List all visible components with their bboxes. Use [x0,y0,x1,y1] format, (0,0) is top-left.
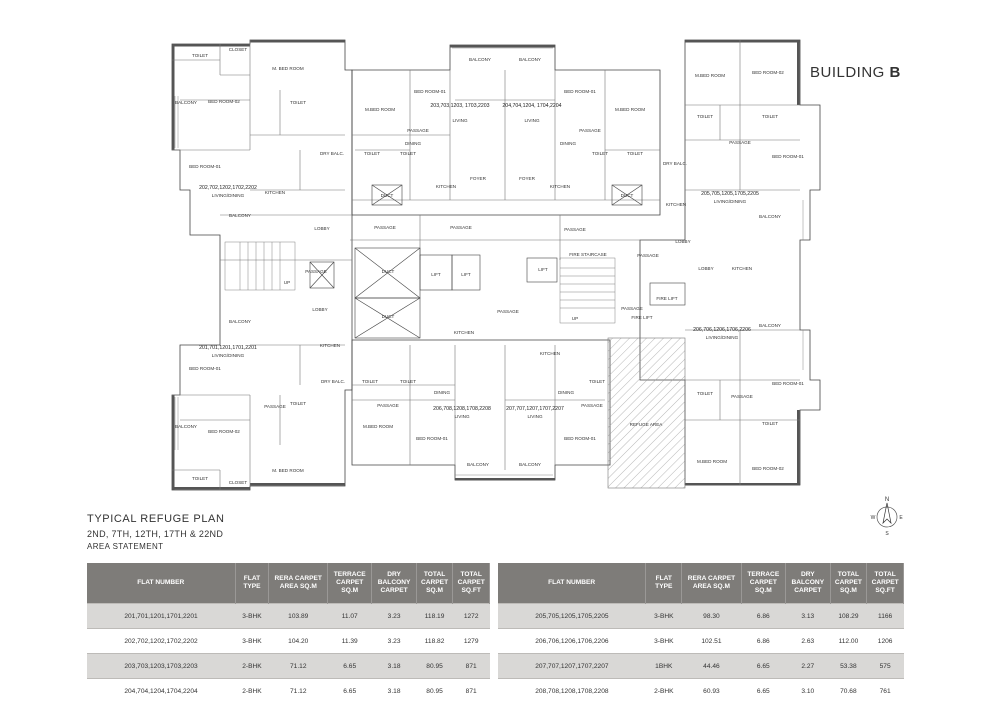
room-toilet: TOILET [362,379,378,384]
room-bed-room-01: BED ROOM-01 [416,436,448,441]
header-total-sqm: TOTAL CARPET SQ.M [830,563,867,604]
wall-segment [685,40,800,43]
cell-dry: 3.23 [372,604,416,629]
cell-flat: 205,705,1205,1705,2205 [498,604,646,629]
cell-total-sqft: 761 [867,679,904,704]
cell-terrace: 11.07 [328,604,372,629]
flat-label-208: 206,708,1208,1708,2208 [433,406,491,412]
cell-flat: 203,703,1203,1703,2203 [87,654,235,679]
room-passage: PASSAGE [621,306,643,311]
room-balcony: BALCONY [469,57,491,62]
building-title-prefix: BUILDING [810,64,885,81]
room-labels [175,47,804,485]
cell-flat: 202,702,1202,1702,2202 [87,629,235,654]
header-rera-carpet: RERA CARPET AREA SQ.M [682,563,741,604]
area-statement-label: AREA STATEMENT [87,542,164,551]
cell-total-sqft: 871 [453,679,490,704]
cell-flat: 206,706,1206,1706,2206 [498,629,646,654]
room-passage: PASSAGE [264,404,286,409]
cell-flat: 207,707,1207,1707,2207 [498,654,646,679]
cell-dry: 3.18 [372,679,416,704]
room-kitchen: KITCHEN [319,343,341,348]
room-m-bedroom: M.BED ROOM [694,73,726,78]
header-terrace-carpet: TERRACE CARPET SQ.M [328,563,372,604]
room-passage: PASSAGE [729,140,751,145]
room-dry-balc: DRY BALC. [319,151,345,156]
room-bed-room-02: BED ROOM-02 [208,99,240,104]
fire-stair-treads [560,268,615,308]
header-flat-number: FLAT NUMBER [498,563,646,604]
room-living: LIVING [454,414,470,419]
room-toilet: TOILET [192,476,208,481]
room-toilet: TOILET [697,114,713,119]
room-lift: LIFT [538,267,548,272]
cell-rera: 44.46 [682,654,741,679]
north-compass-icon [870,493,904,539]
cell-terrace: 6.86 [741,604,785,629]
room-balcony: BALCONY [759,323,781,328]
center-top-outline [352,45,660,215]
room-toilet: TOILET [627,151,643,156]
room-dry-balc: DRY BALC. [662,161,688,166]
room-passage: PASSAGE [407,128,429,133]
room-bed-room-01: BED ROOM-01 [189,164,221,169]
table-header-row [498,563,904,604]
room-toilet: TOILET [400,151,416,156]
cell-total-sqm: 80.95 [416,679,453,704]
cell-terrace: 6.86 [741,629,785,654]
building-title [810,64,901,81]
room-duct: DUCT [620,193,634,198]
flat-label-203: 203,703,1203, 1703,2203 [430,103,490,109]
room-toilet: TOILET [697,391,713,396]
room-bed-room-01: BED ROOM-01 [564,436,596,441]
room-balcony: BALCONY [175,424,197,429]
room-kitchen: KITCHEN [539,351,561,356]
room-m-bedroom: M.BED ROOM [696,459,728,464]
cell-type: 3-BHK [646,604,682,629]
room-passage: PASSAGE [497,309,519,314]
room-toilet: TOILET [290,100,306,105]
table-header-row [87,563,490,604]
area-statement-table-right [498,563,904,703]
room-fire-staircase: FIRE STAIRCASE [569,252,607,257]
room-living-dining: LIVING/DINING [211,353,245,358]
table-row [87,604,490,629]
left-wing-outline [172,40,352,490]
room-passage: PASSAGE [581,403,603,408]
cell-rera: 71.12 [269,679,328,704]
cell-flat: 204,704,1204,1704,2204 [87,679,235,704]
partition [685,40,800,485]
room-passage: PASSAGE [374,225,396,230]
header-total-sqm: TOTAL CARPET SQ.M [416,563,453,604]
compass-e: E [899,515,903,521]
wall-segment [797,40,800,105]
room-toilet: TOILET [192,53,208,58]
cell-total-sqft: 1206 [867,629,904,654]
cell-rera: 102.51 [682,629,741,654]
room-living-dining: LIVING/DINING [211,193,245,198]
header-flat-type: FLAT TYPE [235,563,269,604]
room-passage: PASSAGE [305,269,327,274]
cell-dry: 2.63 [786,629,831,654]
table-row [87,679,490,704]
room-toilet: TOILET [762,114,778,119]
room-bed-room-02: BED ROOM-02 [752,466,784,471]
floors-line: 2ND, 7TH, 12TH, 17TH & 22ND [87,529,224,539]
wall-segment [172,487,250,490]
room-foyer: FOYER [470,176,486,181]
cell-total-sqm: 112.00 [830,629,867,654]
header-flat-type: FLAT TYPE [646,563,682,604]
room-m-bed-room: M. BED ROOM [272,468,304,473]
cell-type: 1BHK [646,654,682,679]
wall-segment [685,483,800,486]
room-duct: DUCT [380,193,394,198]
cell-total-sqm: 108.29 [830,604,867,629]
room-m-bedroom: M.BED ROOM [362,424,394,429]
room-kitchen: KITCHEN [549,184,571,189]
table-row [87,629,490,654]
room-lift: LIFT [431,272,441,277]
wall-segment [250,40,345,43]
cell-total-sqm: 118.82 [416,629,453,654]
room-bed-room-02: BED ROOM-02 [752,70,784,75]
room-balcony: BALCONY [519,462,541,467]
wall-segment [797,410,800,485]
room-toilet: TOILET [364,151,380,156]
room-dining: DINING [433,390,451,395]
room-balcony: BALCONY [519,57,541,62]
cell-type: 3-BHK [235,604,269,629]
cell-dry: 3.18 [372,654,416,679]
cell-rera: 60.93 [682,679,741,704]
room-bed-room-01: BED ROOM-01 [772,154,804,159]
header-rera-carpet: RERA CARPET AREA SQ.M [269,563,328,604]
room-closet: CLOSET [228,480,248,485]
room-toilet: TOILET [762,421,778,426]
room-m-bed-room: M. BED ROOM [272,66,304,71]
cell-dry: 3.13 [786,604,831,629]
room-living: LIVING [524,118,540,123]
cell-total-sqft: 871 [453,654,490,679]
cell-type: 2-BHK [646,679,682,704]
room-m-bedroom: M.BED ROOM [364,107,396,112]
cell-rera: 71.12 [269,654,328,679]
wall-segment [455,478,555,481]
room-passage: PASSAGE [377,403,399,408]
table-row [498,654,904,679]
cell-terrace: 11.39 [328,629,372,654]
header-dry-balcony: DRY BALCONY CARPET [372,563,416,604]
room-living-dining: LIVING/DINING [705,335,739,340]
room-dining: DINING [557,390,575,395]
room-kitchen: KITCHEN [453,330,475,335]
cell-dry: 3.10 [786,679,831,704]
compass-n: N [884,497,890,503]
room-balcony: BALCONY [229,319,251,324]
table-row [87,654,490,679]
flat-label-205: 205,705,1205,1705,2205 [701,191,759,197]
room-bed-room-01: BED ROOM-01 [564,89,596,94]
room-dining: DINING [559,141,577,146]
wall-segment [172,395,175,490]
flat-label-207: 207,707,1207,1707,2207 [506,406,564,412]
room-passage: PASSAGE [564,227,586,232]
room-dining: DINING [404,141,422,146]
cell-total-sqm: 80.95 [416,654,453,679]
room-closet: CLOSET [228,47,248,52]
room-fire-lift: FIRE LIFT [656,296,678,301]
room-balcony: BALCONY [759,214,781,219]
cell-total-sqm: 118.19 [416,604,453,629]
room-duct: DUCT [381,269,395,274]
cell-type: 2-BHK [235,654,269,679]
cell-terrace: 6.65 [741,679,785,704]
flat-label-201: 201,701,1201,1701,2201 [199,345,257,351]
room-toilet: TOILET [592,151,608,156]
building-title-letter: B [889,64,901,81]
cell-flat: 208,708,1208,1708,2208 [498,679,646,704]
compass-w: W [870,515,876,521]
room-passage: PASSAGE [450,225,472,230]
cell-total-sqft: 575 [867,654,904,679]
table-row [498,629,904,654]
room-balcony: BALCONY [229,213,251,218]
cell-rera: 103.89 [269,604,328,629]
room-kitchen: KITCHEN [264,190,286,195]
room-refuge-area: REFUGE AREA [629,422,663,427]
room-bed-room-01: BED ROOM-01 [414,89,446,94]
cell-total-sqft: 1272 [453,604,490,629]
room-passage: PASSAGE [579,128,601,133]
room-lobby: LOBBY [698,266,714,271]
room-dry-balc: DRY BALC. [320,379,346,384]
room-kitchen: KITCHEN [435,184,457,189]
flat-label-204: 204,704,1204, 1704,2204 [502,103,562,109]
room-lobby: LOBBY [675,239,691,244]
room-passage: PASSAGE [637,253,659,258]
plan-title: TYPICAL REFUGE PLAN [87,513,225,525]
cell-terrace: 6.65 [328,654,372,679]
room-lift: LIFT [461,272,471,277]
room-kitchen: KITCHEN [665,202,687,207]
cell-total-sqft: 1279 [453,629,490,654]
table-row [498,679,904,704]
flat-label-206: 206,706,1206,1706,2206 [693,327,751,333]
area-statement-table-left [87,563,490,703]
wall-segment [250,483,345,486]
cell-terrace: 6.65 [741,654,785,679]
cell-rera: 98.30 [682,604,741,629]
room-kitchen: KITCHEN [731,266,753,271]
header-dry-balcony: DRY BALCONY CARPET [786,563,831,604]
cell-dry: 2.27 [786,654,831,679]
room-lobby: LOBBY [312,307,328,312]
cell-total-sqm: 70.68 [830,679,867,704]
wall-segment [450,45,555,48]
cell-dry: 3.23 [372,629,416,654]
table-row [498,604,904,629]
plan-titles [87,513,225,551]
room-duct: DUCT [381,314,395,319]
header-total-sqft: TOTAL CARPET SQ.FT [453,563,490,604]
header-total-sqft: TOTAL CARPET SQ.FT [867,563,904,604]
room-bed-room-01: BED ROOM-01 [772,381,804,386]
room-fire-lift: FIRE LIFT [631,315,653,320]
stair-up-label: UP [283,280,291,285]
lift-shaft [650,283,685,305]
cell-terrace: 6.65 [328,679,372,704]
room-lobby: LOBBY [314,226,330,231]
room-balcony: BALCONY [467,462,489,467]
room-living: LIVING [527,414,543,419]
refuge-area-hatch [608,338,685,488]
fire-staircase [560,258,615,323]
cell-flat: 201,701,1201,1701,2201 [87,604,235,629]
room-toilet: TOILET [400,379,416,384]
room-bed-room-01: BED ROOM-01 [189,366,221,371]
cell-rera: 104.20 [269,629,328,654]
cell-type: 3-BHK [235,629,269,654]
room-passage: PASSAGE [731,394,753,399]
cell-total-sqft: 1166 [867,604,904,629]
cell-type: 3-BHK [646,629,682,654]
room-toilet: TOILET [589,379,605,384]
flat-label-202: 202,702,1202,1702,2202 [199,185,257,191]
room-foyer: FOYER [519,176,535,181]
cell-total-sqm: 53.38 [830,654,867,679]
partition [352,70,660,200]
stair-treads [240,242,280,290]
room-toilet: TOILET [290,401,306,406]
room-living-dining: LIVING/DINING [713,199,747,204]
cell-type: 2-BHK [235,679,269,704]
room-bed-room-02: BED ROOM-02 [208,429,240,434]
room-living: LIVING [452,118,468,123]
header-flat-number: FLAT NUMBER [87,563,235,604]
header-terrace-carpet: TERRACE CARPET SQ.M [741,563,785,604]
compass-s: S [885,531,889,537]
room-balcony: BALCONY [175,100,197,105]
stair-up-label: UP [571,316,579,321]
room-m-bedroom: M.BED ROOM [614,107,646,112]
